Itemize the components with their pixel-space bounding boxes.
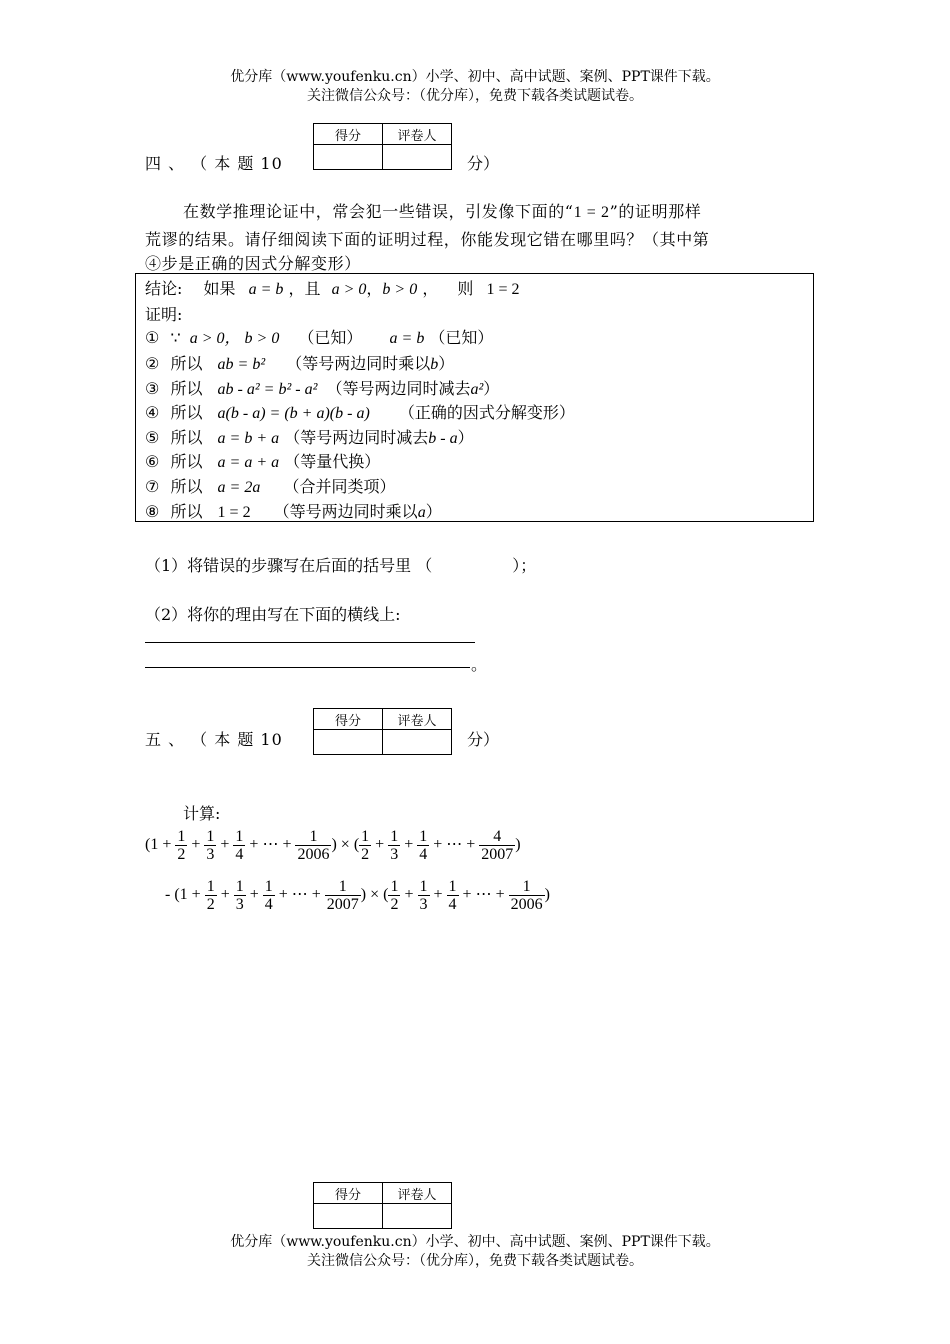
page-footer-line1: 优分库（www.youfenku.cn）小学、初中、高中试题、案例、PPT课件下载。 (230, 1234, 720, 1250)
expression-line-2: - (1 + $\frac{1}{2}$ + $\frac{1}{3}$ + $\frac{1}{4}$ + ⋯ + $\frac{1}{2007}$ ) × ( $\frac{1}{2}$ + $\frac{1}{3}$ + $\frac{1}{4}$ + ⋯ + $\frac{1}{2006}$ ) (165, 878, 550, 913)
score-header: 得分 (314, 124, 383, 145)
score-cell[interactable] (314, 145, 383, 170)
proof-label: 证明: (145, 305, 183, 324)
grader-cell[interactable] (383, 145, 452, 170)
proof-step-8: ⑧ 所以 1 = 2 （等号两边同时乘以a） (145, 502, 442, 521)
fraction: $\frac{1}{2006}$ (297, 828, 330, 863)
section4-intro-line3: ④步是正确的因式分解变形） (145, 254, 361, 273)
proof-step-4: ④ 所以 a(b - a) = (b + a)(b - a) （正确的因式分解变形） (145, 403, 575, 422)
answer-period: 。 (471, 655, 488, 674)
proof-step-5: ⑤ 所以 a = b + a （等号两边同时减去b - a） (145, 428, 474, 447)
conclusion-line: 结论: 如果 a = b ，且 a > 0，b > 0 ， 则 1 = 2 (145, 279, 520, 298)
page-header-line1: 优分库（www.youfenku.cn）小学、初中、高中试题、案例、PPT课件下载。 (230, 69, 720, 85)
section5-score-table (313, 708, 452, 755)
section4-heading: 四 、 （ 本 题 10 (145, 154, 283, 173)
fraction: $\frac{1}{4}$ (264, 878, 273, 913)
intro-math: 1 = 2 (573, 204, 610, 221)
score-header: 得分 (314, 1183, 383, 1204)
question-2: （2）将你的理由写在下面的横线上: (145, 605, 401, 624)
section4-intro-line2: 荒谬的结果。请仔细阅读下面的证明过程，你能发现它错在哪里吗？（其中第 (145, 230, 710, 249)
fraction: $\frac{1}{3}$ (206, 828, 215, 863)
proof-step-2: ② 所以 ab = b² （等号两边同时乘以b） (145, 354, 455, 373)
fraction: $\frac{1}{4}$ (235, 828, 244, 863)
section4-intro-line1: 在数学推理论证中，常会犯一些错误，引发像下面的“1 = 2”的证明那样 (183, 202, 702, 221)
grader-header: 评卷人 (383, 1183, 452, 1204)
score-cell[interactable] (314, 1204, 383, 1229)
grader-cell[interactable] (383, 730, 452, 755)
fraction: $\frac{1}{2006}$ (510, 878, 543, 913)
fraction: $\frac{1}{4}$ (448, 878, 457, 913)
answer-line-1[interactable] (145, 642, 475, 643)
score-cell[interactable] (314, 730, 383, 755)
expression-line-1: (1 + $\frac{1}{2}$ + $\frac{1}{3}$ + $\frac{1}{4}$ + ⋯ + $\frac{1}{2006}$ ) × ( $\frac{1}{2}$ + $\frac{1}{3}$ + $\frac{1}{4}$ + ⋯ + $\frac{4}{2007}$ ) (145, 828, 521, 863)
calc-label: 计算: (183, 804, 221, 823)
question-1: （1）将错误的步骤写在后面的括号里 （ ）； (145, 556, 537, 575)
fraction: $\frac{1}{3}$ (419, 878, 428, 913)
fraction: $\frac{4}{2007}$ (481, 828, 514, 863)
fraction: $\frac{1}{2}$ (177, 828, 186, 863)
section4-heading-end: 分） (467, 154, 500, 173)
section6-score-table (313, 1182, 452, 1229)
section5-heading-end: 分） (467, 730, 500, 749)
proof-step-1: ① ∵ a > 0， b > 0 （已知） a = b （已知） (145, 328, 494, 347)
fraction: $\frac{1}{2}$ (390, 878, 399, 913)
section5-heading: 五 、 （ 本 题 10 (145, 730, 283, 749)
fraction: $\frac{1}{2}$ (206, 878, 215, 913)
fraction: $\frac{1}{2007}$ (326, 878, 359, 913)
grader-cell[interactable] (383, 1204, 452, 1229)
fraction: $\frac{1}{4}$ (419, 828, 428, 863)
section4-score-table (313, 123, 452, 170)
grader-header: 评卷人 (383, 124, 452, 145)
proof-step-3: ③ 所以 ab - a² = b² - a² （等号两边同时减去a²） (145, 379, 500, 398)
fraction: $\frac{1}{3}$ (390, 828, 399, 863)
grader-header: 评卷人 (383, 709, 452, 730)
fraction: $\frac{1}{2}$ (361, 828, 370, 863)
page-header-line2: 关注微信公众号：（优分库），免费下载各类试题试卷。 (307, 88, 643, 104)
page-footer-line2: 关注微信公众号：（优分库），免费下载各类试题试卷。 (307, 1253, 643, 1269)
fraction: $\frac{1}{3}$ (235, 878, 244, 913)
proof-step-7: ⑦ 所以 a = 2a （合并同类项） (145, 477, 396, 496)
proof-step-6: ⑥ 所以 a = a + a （等量代换） (145, 452, 381, 471)
answer-line-2[interactable] (145, 667, 470, 668)
score-header: 得分 (314, 709, 383, 730)
